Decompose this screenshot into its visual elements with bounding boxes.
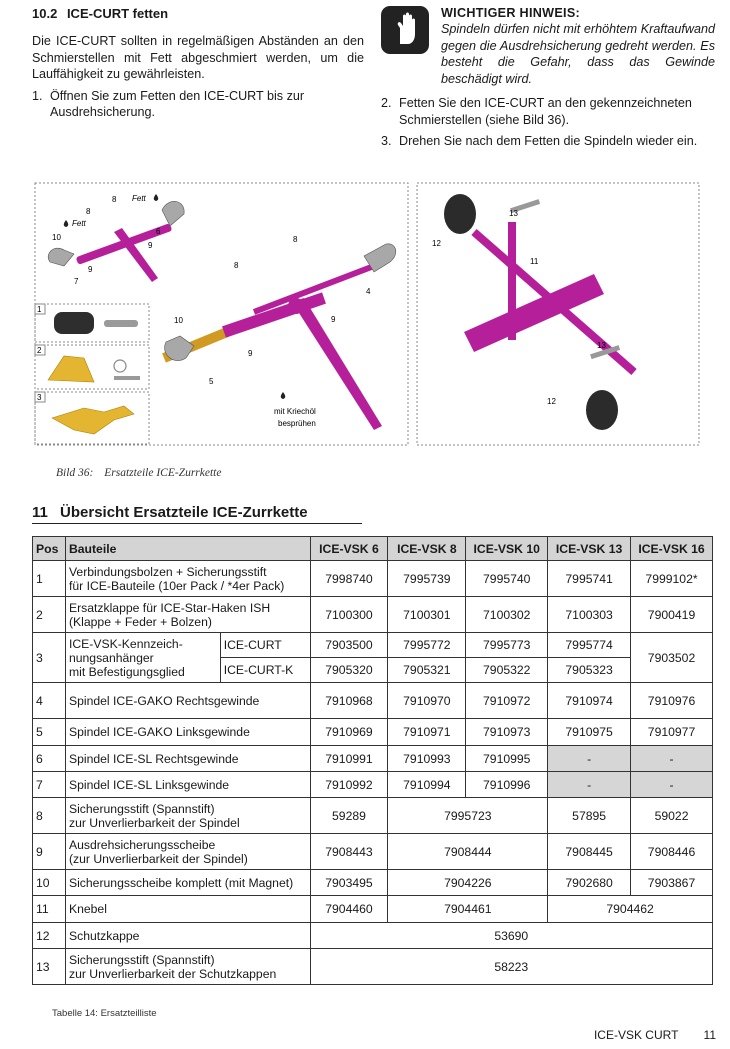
cell-part: Sicherungsscheibe komplett (mit Magnet) xyxy=(65,870,310,896)
chapter-heading xyxy=(32,504,362,524)
cell-value: 57895 xyxy=(548,798,631,834)
page-number: 11 xyxy=(703,1028,716,1042)
cell-value: 7100301 xyxy=(388,597,466,633)
figure-caption-text: Ersatzteile ICE-Zurrkette xyxy=(104,467,222,479)
cell-pos: 2 xyxy=(33,597,66,633)
box-label-3: 3 xyxy=(37,393,42,402)
table-row xyxy=(33,746,713,772)
table-row xyxy=(33,683,713,719)
table-row xyxy=(33,870,713,896)
part-line: zur Unverlierbarkeit der Spindel xyxy=(68,815,240,830)
cell-value: 7910973 xyxy=(466,719,548,746)
cell-part xyxy=(65,633,220,683)
cell-value: 7904226 xyxy=(388,870,548,896)
callout-10: 10 xyxy=(52,233,61,242)
section-number: 10.2 xyxy=(32,6,58,21)
cell-pos: 4 xyxy=(33,683,66,719)
fett-label-1: Fett xyxy=(72,219,86,228)
part-3-tag xyxy=(52,406,134,434)
cell-pos: 5 xyxy=(33,719,66,746)
step-text: Drehen Sie nach dem Fetten die Spindeln wieder ein. xyxy=(399,134,698,148)
chapter-number: 11 xyxy=(32,504,48,521)
header-vsk8: ICE-VSK 8 xyxy=(388,537,466,561)
cell-value: 7910975 xyxy=(548,719,631,746)
part-line: Verbindungsbolzen + Sicherungsstift xyxy=(68,564,267,579)
cell-value: 7904462 xyxy=(548,896,713,923)
callout-12: 12 xyxy=(432,239,441,248)
cell-value: 7100303 xyxy=(548,597,631,633)
figure-caption-label: Bild 36: xyxy=(56,467,94,479)
part-line: Sicherungsstift (Spannstift) xyxy=(68,952,215,967)
cell-value: 59289 xyxy=(310,798,388,834)
cell-value: 7904461 xyxy=(388,896,548,923)
table-row xyxy=(33,719,713,746)
grease-drop-icon xyxy=(64,220,69,227)
page-footer xyxy=(594,1028,716,1042)
steps-list-left xyxy=(32,88,364,121)
cell-value: 7995723 xyxy=(388,798,548,834)
cell-value: 7910971 xyxy=(388,719,466,746)
step-number: 3. xyxy=(381,134,392,148)
cell-value: 7910994 xyxy=(388,772,466,798)
callout-8: 8 xyxy=(86,207,91,216)
cell-value: 7908446 xyxy=(631,834,713,870)
step-number: 2. xyxy=(381,96,392,110)
hand-warning-icon xyxy=(381,6,429,54)
table-row xyxy=(33,798,713,834)
small-turnbuckle xyxy=(48,201,184,282)
part-line: Ausdrehsicherungsscheibe xyxy=(68,837,216,852)
callout-9: 9 xyxy=(148,241,153,250)
table-row xyxy=(33,633,713,658)
figure-caption xyxy=(56,467,221,479)
part-line: Sicherungsstift (Spannstift) xyxy=(68,801,215,816)
cell-value: 7910968 xyxy=(310,683,388,719)
cell-variant: ICE-CURT-K xyxy=(220,658,310,683)
cell-value: 7998740 xyxy=(310,561,388,597)
part-line: für ICE-Bauteile (10er Pack / *4er Pack) xyxy=(68,578,285,593)
step-number: 1. xyxy=(32,88,43,103)
cell-variant: ICE-CURT xyxy=(220,633,310,658)
cell-pos: 1 xyxy=(33,561,66,597)
cell-value: 53690 xyxy=(310,923,712,949)
callout-11: 11 xyxy=(530,257,539,266)
spray-label-2: besprühen xyxy=(278,419,316,428)
right-column xyxy=(381,6,715,155)
table-caption-label: Tabelle 14: xyxy=(52,1008,98,1019)
cell-value: 7903502 xyxy=(631,633,713,683)
cell-value: 7995740 xyxy=(466,561,548,597)
spray-label-1: mit Kriechöl xyxy=(274,407,316,416)
cell-value: 7908445 xyxy=(548,834,631,870)
table-caption-text: Ersatzteilliste xyxy=(100,1008,157,1019)
part-line: (Klappe + Feder + Bolzen) xyxy=(68,614,212,629)
part-line: Ersatzklappe für ICE-Star-Haken ISH xyxy=(68,600,271,615)
cell-pos: 8 xyxy=(33,798,66,834)
cell-pos: 6 xyxy=(33,746,66,772)
cell-value: 7905323 xyxy=(548,658,631,683)
cell-value: 59022 xyxy=(631,798,713,834)
part-line: ICE-VSK-Kennzeich- xyxy=(68,636,183,651)
footer-doc-title: ICE-VSK CURT xyxy=(593,1028,679,1042)
steps-list-right xyxy=(381,95,715,150)
step-item xyxy=(32,88,364,121)
cell-value: 7100302 xyxy=(466,597,548,633)
header-vsk10: ICE-VSK 10 xyxy=(466,537,548,561)
figure-36 xyxy=(34,182,702,453)
callout-13: 13 xyxy=(597,341,606,350)
cell-value: 7908443 xyxy=(310,834,388,870)
cell-value: 7910969 xyxy=(310,719,388,746)
part-2-clip xyxy=(48,356,140,382)
cell-value: 7910974 xyxy=(548,683,631,719)
part-1-bolts xyxy=(54,312,138,334)
cell-value: 58223 xyxy=(310,949,712,985)
fett-label-2: Fett xyxy=(132,194,146,203)
part-line: mit Befestigungsglied xyxy=(68,664,185,679)
cell-part: Knebel xyxy=(65,896,310,923)
cell-value-na: - xyxy=(548,746,631,772)
section-title-text: ICE-CURT fetten xyxy=(66,6,169,21)
cell-part: Spindel ICE-SL Rechtsgewinde xyxy=(65,746,310,772)
grease-drop-icon xyxy=(154,194,159,201)
cell-pos: 10 xyxy=(33,870,66,896)
header-pos: Pos xyxy=(33,537,66,561)
cell-value: 7904460 xyxy=(310,896,388,923)
table-row xyxy=(33,597,713,633)
table-row xyxy=(33,834,713,870)
cell-value: 7905321 xyxy=(388,658,466,683)
cell-value: 7910970 xyxy=(388,683,466,719)
knebel-assembly xyxy=(444,194,634,430)
cell-value: 7910991 xyxy=(310,746,388,772)
cell-value-na: - xyxy=(631,746,713,772)
cell-value: 7910992 xyxy=(310,772,388,798)
cell-value: 7910972 xyxy=(466,683,548,719)
part-line: nungsanhänger xyxy=(68,650,154,665)
notice-box xyxy=(381,6,715,87)
callout-8: 8 xyxy=(293,235,298,244)
step-item xyxy=(381,95,715,128)
cell-part: Spindel ICE-GAKO Linksgewinde xyxy=(65,719,310,746)
cell-value: 7999102* xyxy=(631,561,713,597)
callout-10: 10 xyxy=(174,316,183,325)
cell-value: 7995772 xyxy=(388,633,466,658)
large-turnbuckle xyxy=(164,244,396,430)
cell-part xyxy=(65,949,310,985)
part-line: zur Unverlierbarkeit der Schutzkappen xyxy=(68,966,277,981)
table-caption xyxy=(52,1008,157,1019)
callout-4: 4 xyxy=(366,287,371,296)
cell-value: 7910996 xyxy=(466,772,548,798)
table-row xyxy=(33,896,713,923)
notice-title: WICHTIGER HINWEIS: xyxy=(441,6,581,20)
cell-value: 7905322 xyxy=(466,658,548,683)
cell-value: 7903495 xyxy=(310,870,388,896)
callout-12: 12 xyxy=(547,397,556,406)
header-vsk13: ICE-VSK 13 xyxy=(548,537,631,561)
chapter-title: Übersicht Ersatzteile ICE-Zurrkette xyxy=(60,504,308,521)
cell-pos: 3 xyxy=(33,633,66,683)
callout-13: 13 xyxy=(509,209,518,218)
step-text: Fetten Sie den ICE-CURT an den gekennzeichneten Schmierstellen (siehe Bild 36). xyxy=(399,96,692,127)
cell-part xyxy=(65,561,310,597)
table-row xyxy=(33,923,713,949)
callout-8: 8 xyxy=(234,261,239,270)
header-vsk6: ICE-VSK 6 xyxy=(310,537,388,561)
callout-8: 8 xyxy=(112,195,117,204)
cell-value: 7902680 xyxy=(548,870,631,896)
callout-9: 9 xyxy=(88,265,93,274)
intro-paragraph: Die ICE-CURT sollten in regelmäßigen Abständen an den Schmierstellen mit Fett abgeschmiert werden, um die Lauffähigkeit zu gewährleisten. xyxy=(32,34,364,81)
cell-pos: 12 xyxy=(33,923,66,949)
cell-value: 7995741 xyxy=(548,561,631,597)
left-column xyxy=(32,6,364,126)
table-row xyxy=(33,772,713,798)
cell-part: Spindel ICE-GAKO Rechtsgewinde xyxy=(65,683,310,719)
table-row xyxy=(33,949,713,985)
box-label-1: 1 xyxy=(37,305,42,314)
callout-5: 5 xyxy=(209,377,214,386)
cell-value: 7905320 xyxy=(310,658,388,683)
callout-7: 7 xyxy=(74,277,79,286)
step-item xyxy=(381,133,715,150)
cell-part: Spindel ICE-SL Linksgewinde xyxy=(65,772,310,798)
cell-pos: 7 xyxy=(33,772,66,798)
cell-pos: 9 xyxy=(33,834,66,870)
header-vsk16: ICE-VSK 16 xyxy=(631,537,713,561)
cell-value: 7910993 xyxy=(388,746,466,772)
box-label-2: 2 xyxy=(37,346,42,355)
cell-pos: 11 xyxy=(33,896,66,923)
cell-value: 7903867 xyxy=(631,870,713,896)
cell-part: Schutzkappe xyxy=(65,923,310,949)
notice-text: Spindeln dürfen nicht mit erhöhtem Kraftaufwand gegen die Ausdrehsicherung gedreht werden. Es besteht die Gefahr, dass das Gewinde beschädigt wird. xyxy=(441,22,715,86)
cell-part xyxy=(65,597,310,633)
cell-part xyxy=(65,834,310,870)
section-title xyxy=(32,6,364,21)
callout-9: 9 xyxy=(248,349,253,358)
cell-value: 7900419 xyxy=(631,597,713,633)
table-row xyxy=(33,561,713,597)
cell-value-na: - xyxy=(631,772,713,798)
cell-pos: 13 xyxy=(33,949,66,985)
spare-parts-illustration xyxy=(34,182,702,450)
cell-value: 7910977 xyxy=(631,719,713,746)
cell-value: 7995774 xyxy=(548,633,631,658)
part-line: (zur Unverlierbarkeit der Spindel) xyxy=(68,851,248,866)
cell-value: 7903500 xyxy=(310,633,388,658)
cell-value: 7910995 xyxy=(466,746,548,772)
callout-9: 9 xyxy=(331,315,336,324)
cell-value: 7995739 xyxy=(388,561,466,597)
cell-part xyxy=(65,798,310,834)
callout-6: 6 xyxy=(156,227,161,236)
oil-drop-icon xyxy=(281,392,286,399)
cell-value: 7100300 xyxy=(310,597,388,633)
header-part: Bauteile xyxy=(65,537,310,561)
spare-parts-table xyxy=(32,536,713,985)
cell-value: 7908444 xyxy=(388,834,548,870)
step-text: Öffnen Sie zum Fetten den ICE-CURT bis zur Ausdrehsicherung. xyxy=(50,88,305,119)
cell-value: 7910976 xyxy=(631,683,713,719)
frame-part-2 xyxy=(35,345,149,389)
cell-value: 7995773 xyxy=(466,633,548,658)
table-header-row xyxy=(33,537,713,561)
cell-value-na: - xyxy=(548,772,631,798)
